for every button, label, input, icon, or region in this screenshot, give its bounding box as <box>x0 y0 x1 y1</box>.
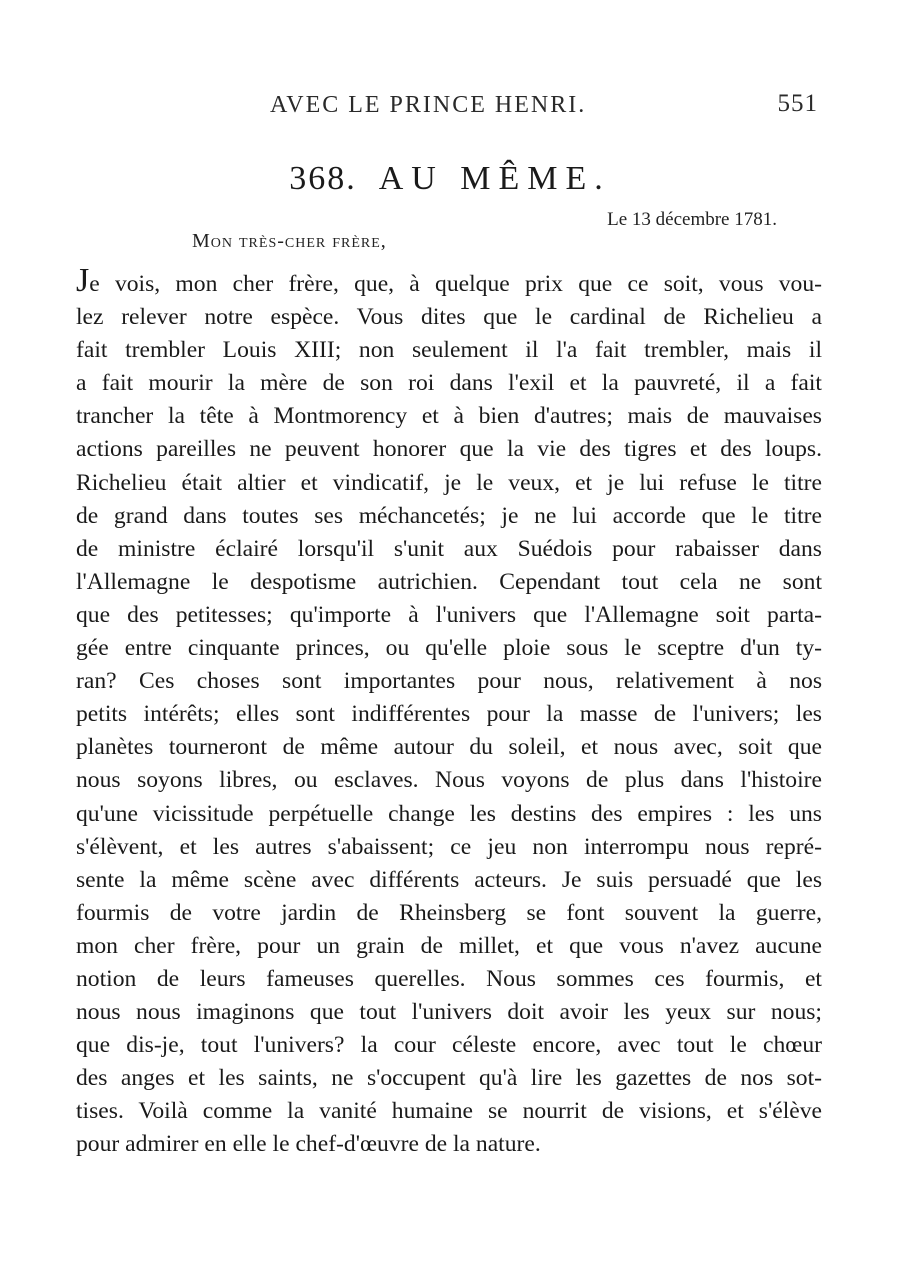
salutation: Mon très-cher frère, <box>192 230 387 252</box>
body-line: de grand dans toutes ses méchancetés; je ne lui accorde que le titre <box>76 502 822 529</box>
body-line: lez relever notre espèce. Vous dites que le cardinal de Richelieu a <box>76 304 822 331</box>
letter-number: 368. <box>289 160 357 197</box>
body-line: Richelieu était altier et vindicatif, je le veux, et je lui refuse le titre <box>76 469 822 496</box>
running-head: AVEC LE PRINCE HENRI. <box>270 92 587 118</box>
body-line: fourmis de votre jardin de Rheinsberg se font souvent la guerre, <box>76 899 822 926</box>
first-line-text: e vois, mon cher frère, que, à quelque prix que ce soit, vous vou- <box>89 271 822 297</box>
body-line: nous nous imaginons que tout l'univers doit avoir les yeux sur nous; <box>76 999 822 1026</box>
letter-body <box>76 262 822 1162</box>
body-line: trancher la tête à Montmorency et à bien d'autres; mais de mauvaises <box>76 403 822 430</box>
body-line: que dis-je, tout l'univers? la cour céleste encore, avec tout le chœur <box>76 1032 822 1059</box>
letter-date: Le 13 décembre 1781. <box>607 209 777 230</box>
body-line <box>76 262 822 301</box>
body-line: des anges et les saints, ne s'occupent qu'à lire les gazettes de nos sot- <box>76 1065 822 1092</box>
body-line: fait trembler Louis XIII; non seulement il l'a fait trembler, mais il <box>76 337 822 364</box>
body-line: gée entre cinquante princes, ou qu'elle ploie sous le sceptre d'un ty- <box>76 635 822 662</box>
body-line: sente la même scène avec différents acteurs. Je suis persuadé que les <box>76 866 822 893</box>
initial-letter: J <box>76 262 90 299</box>
body-line: ran? Ces choses sont importantes pour nous, relativement à nos <box>76 668 822 695</box>
body-line: mon cher frère, pour un grain de millet, et que vous n'avez aucune <box>76 932 822 959</box>
letter-heading <box>0 160 900 198</box>
body-line: nous soyons libres, ou esclaves. Nous voyons de plus dans l'histoire <box>76 767 822 794</box>
body-line: de ministre éclairé lorsqu'il s'unit aux Suédois pour rabaisser dans <box>76 535 822 562</box>
body-line: que des petitesses; qu'importe à l'univers que l'Allemagne soit parta- <box>76 601 822 628</box>
body-line: planètes tourneront de même autour du soleil, et nous avec, soit que <box>76 734 822 761</box>
body-line: petits intérêts; elles sont indifférentes pour la masse de l'univers; les <box>76 701 822 728</box>
body-line: notion de leurs fameuses querelles. Nous sommes ces fourmis, et <box>76 965 822 992</box>
body-line: a fait mourir la mère de son roi dans l'exil et la pauvreté, il a fait <box>76 370 822 397</box>
body-line: actions pareilles ne peuvent honorer que la vie des tigres et des loups. <box>76 436 822 463</box>
letter-title: AU MÊME. <box>378 160 611 197</box>
body-line: qu'une vicissitude perpétuelle change les destins des empires : les uns <box>76 800 822 827</box>
body-line: pour admirer en elle le chef-d'œuvre de la nature. <box>76 1131 541 1158</box>
body-line: tises. Voilà comme la vanité humaine se nourrit de visions, et s'élève <box>76 1098 822 1125</box>
body-line: s'élèvent, et les autres s'abaissent; ce jeu non interrompu nous repré- <box>76 833 822 860</box>
page-number: 551 <box>777 90 818 117</box>
body-line: l'Allemagne le despotisme autrichien. Cependant tout cela ne sont <box>76 568 822 595</box>
